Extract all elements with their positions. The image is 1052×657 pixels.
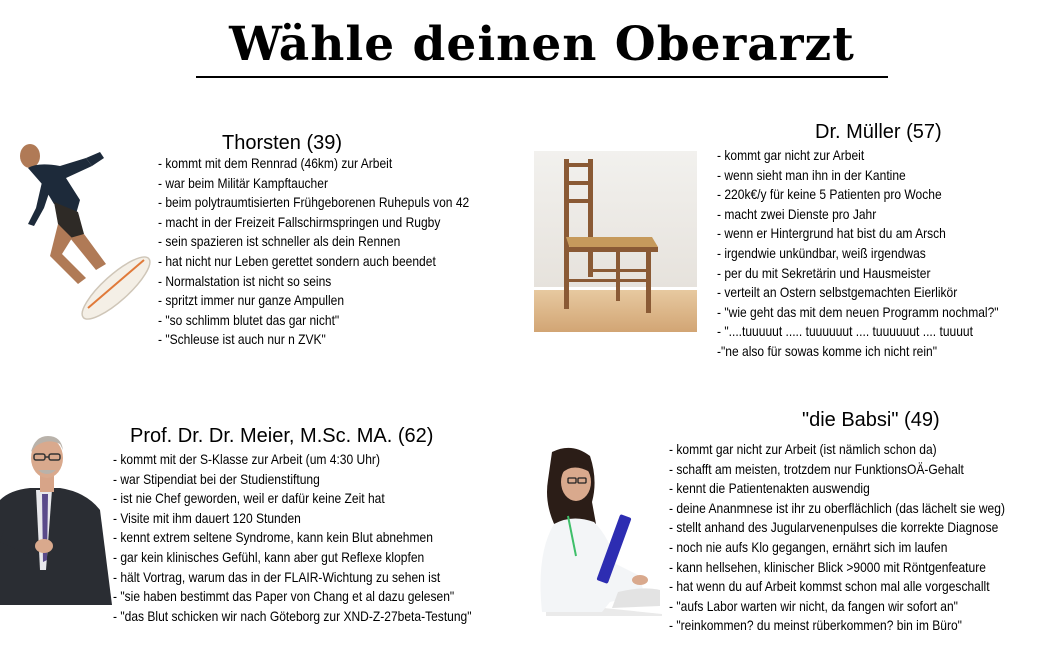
trait-item: - Visite mit ihm dauert 120 Stunden [113,509,301,526]
trait-item: - "sie haben bestimmt das Paper von Chang et al dazu gelesen" [113,588,455,605]
trait-item: - war Stipendiat bei der Studienstiftung [113,470,320,487]
trait-list-meier [113,450,472,626]
trait-item: - "wie geht das mit dem neuen Programm nochmal?" [717,303,999,320]
doctor-name-meier: Prof. Dr. Dr. Meier, M.Sc. MA. (62) [130,425,434,447]
empty-chair-photo [534,151,697,332]
trait-item: - verteilt an Ostern selbstgemachten Eierlikör [717,284,958,301]
page-title: Wähle deinen Oberarzt [229,17,855,72]
trait-item: - Normalstation ist nicht so seins [158,272,332,289]
trait-item: - beim polytraumtisierten Frühgeborenen Ruhepuls von 42 [158,194,470,211]
surfer-photo [8,138,154,326]
trait-item: - noch nie aufs Klo gegangen, ernährt sich im laufen [669,538,948,555]
trait-item: - "....tuuuuut ..... tuuuuuut .... tuuuuuut .... tuuuut [717,323,973,340]
trait-item: - hat nicht nur Leben gerettet sondern auch beendet [158,252,436,269]
title-underline [196,76,888,78]
doctor-name-thorsten: Thorsten (39) [222,132,343,154]
trait-item: - sein spazieren ist schneller als dein Rennen [158,233,401,250]
trait-item: - deine Ananmnese ist ihr zu oberflächlich (das lächelt sie weg) [669,499,1005,516]
trait-item: - "aufs Labor warten wir nicht, da fangen wir sofort an" [669,597,958,614]
trait-item: - 220k€/y für keine 5 Patienten pro Woche [717,186,942,203]
trait-item: - gar kein klinisches Gefühl, kann aber gut Reflexe klopfen [113,548,425,565]
trait-item: - hält Vortrag, warum das in der FLAIR-Wichtung zu sehen ist [113,568,441,585]
trait-item: - ist nie Chef geworden, weil er dafür keine Zeit hat [113,490,385,507]
trait-list-babsi [669,440,1005,636]
trait-item: - wenn sieht man ihn in der Kantine [717,166,906,183]
doctor-name-mueller: Dr. Müller (57) [815,121,942,143]
trait-item: - "so schlimm blutet das gar nicht" [158,311,340,328]
trait-item: - war beim Militär Kampftaucher [158,174,328,191]
trait-list-mueller [717,146,999,362]
trait-list-thorsten [158,154,469,350]
trait-item: -"ne also für sowas komme ich nicht rein" [717,342,938,359]
trait-item: - irgendwie unkündbar, weiß irgendwas [717,244,926,261]
trait-item: - "Schleuse ist auch nur n ZVK" [158,331,326,348]
doctor-babsi-photo [532,444,670,616]
trait-item: - kennt extrem seltene Syndrome, kann kein Blut abnehmen [113,529,433,546]
trait-item: - kann hellsehen, klinischer Blick >9000 mit Röntgenfeature [669,558,986,575]
trait-item: - "reinkommen? du meinst rüberkommen? bin im Büro" [669,617,962,634]
trait-item: - wenn er Hintergrund hat bist du am Arsch [717,225,946,242]
trait-item: - per du mit Sekretärin und Hausmeister [717,264,931,281]
trait-item: - kommt mit der S-Klasse zur Arbeit (um 4:30 Uhr) [113,451,380,467]
trait-item: - kommt gar nicht zur Arbeit [717,147,865,163]
trait-item: - kommt gar nicht zur Arbeit (ist nämlich schon da) [669,441,937,457]
trait-item: - spritzt immer nur ganze Ampullen [158,292,345,309]
trait-item: - kennt die Patientenakten auswendig [669,480,870,497]
trait-item: - schafft am meisten, trotzdem nur FunktionsOÄ-Gehalt [669,460,964,477]
trait-item: - "das Blut schicken wir nach Göteborg zur XND-Z-27beta-Testung" [113,607,472,624]
doctor-name-babsi: "die Babsi" (49) [802,409,940,431]
trait-item: - macht in der Freizeit Fallschirmspringen und Rugby [158,213,441,230]
trait-item: - hat wenn du auf Arbeit kommst schon mal alle vorgeschallt [669,578,990,595]
trait-item: - stellt anhand des Jugularvenenpulses die korrekte Diagnose [669,519,999,536]
professor-photo [0,430,118,605]
trait-item: - macht zwei Dienste pro Jahr [717,205,877,222]
trait-item: - kommt mit dem Rennrad (46km) zur Arbeit [158,155,393,171]
